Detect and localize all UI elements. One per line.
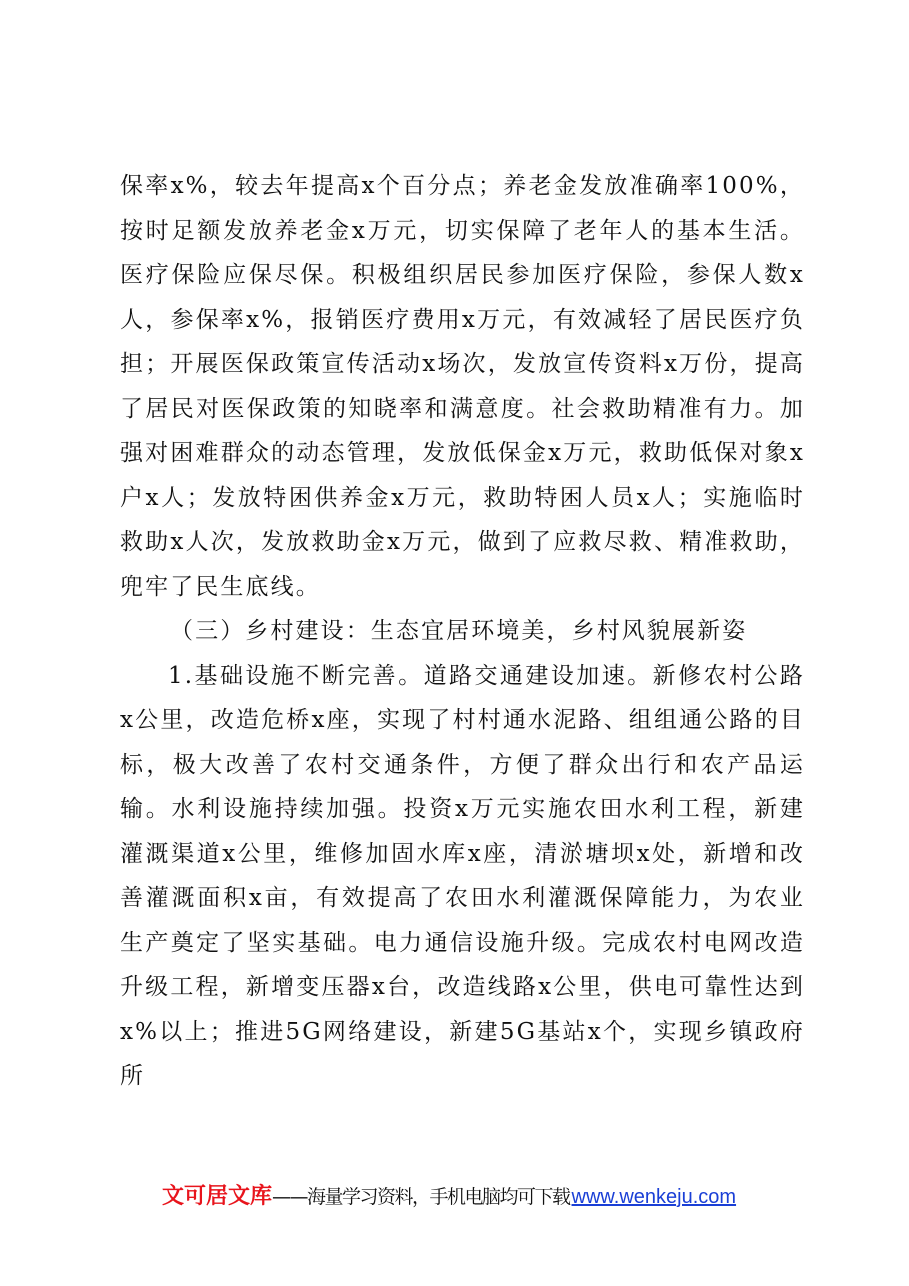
footer-banner <box>162 1181 802 1213</box>
section-heading: （三）乡村建设：生态宜居环境美，乡村风貌展新姿 <box>170 618 748 644</box>
document-body <box>120 164 805 1099</box>
body-paragraph: 保率x%，较去年提高x个百分点；养老金发放准确率100%，按时足额发放养老金x万元，切实保障了老年人的基本生活。医疗保险应保尽保。积极组织居民参加医疗保险，参保人数x人，参保率x%，报销医疗费用x万元，有效减轻了居民医疗负担；开展医保政策宣传活动x场次，发放宣传资料x万份，提高了居民对医保政策的知晓率和满意度。社会救助精准有力。加强对困难群众的动态管理，发放低保金x万元，救助低保对象x户x人；发放特困供养金x万元，救助特困人员x人；实施临时救助x人次，发放救助金x万元，做到了应救尽救、精准救助，兜牢了民生底线。 <box>120 173 805 600</box>
section-paragraph: 1.基础设施不断完善。道路交通建设加速。新修农村公路x公里，改造危桥x座，实现了村村通水泥路、组组通公路的目标，极大改善了农村交通条件，方便了群众出行和农产品运输。水利设施持续加强。投资x万元实施农田水利工程，新建灌溉渠道x公里，维修加固水库x座，清淤塘坝x处，新增和改善灌溉面积x亩，有效提高了农田水利灌溉保障能力，为农业生产奠定了坚实基础。电力通信设施升级。完成农村电网改造升级工程，新增变压器x台，改造线路x公里，供电可靠性达到x%以上；推进5G网络建设，新建5G基站x个，实现乡镇政府所 <box>120 662 805 1089</box>
brand-logo-text: 文可居文库 <box>162 1184 273 1209</box>
footer-tagline: ——海量学习资料，手机电脑均可下载 <box>272 1186 570 1208</box>
website-link[interactable]: www.wenkeju.com <box>571 1186 737 1208</box>
